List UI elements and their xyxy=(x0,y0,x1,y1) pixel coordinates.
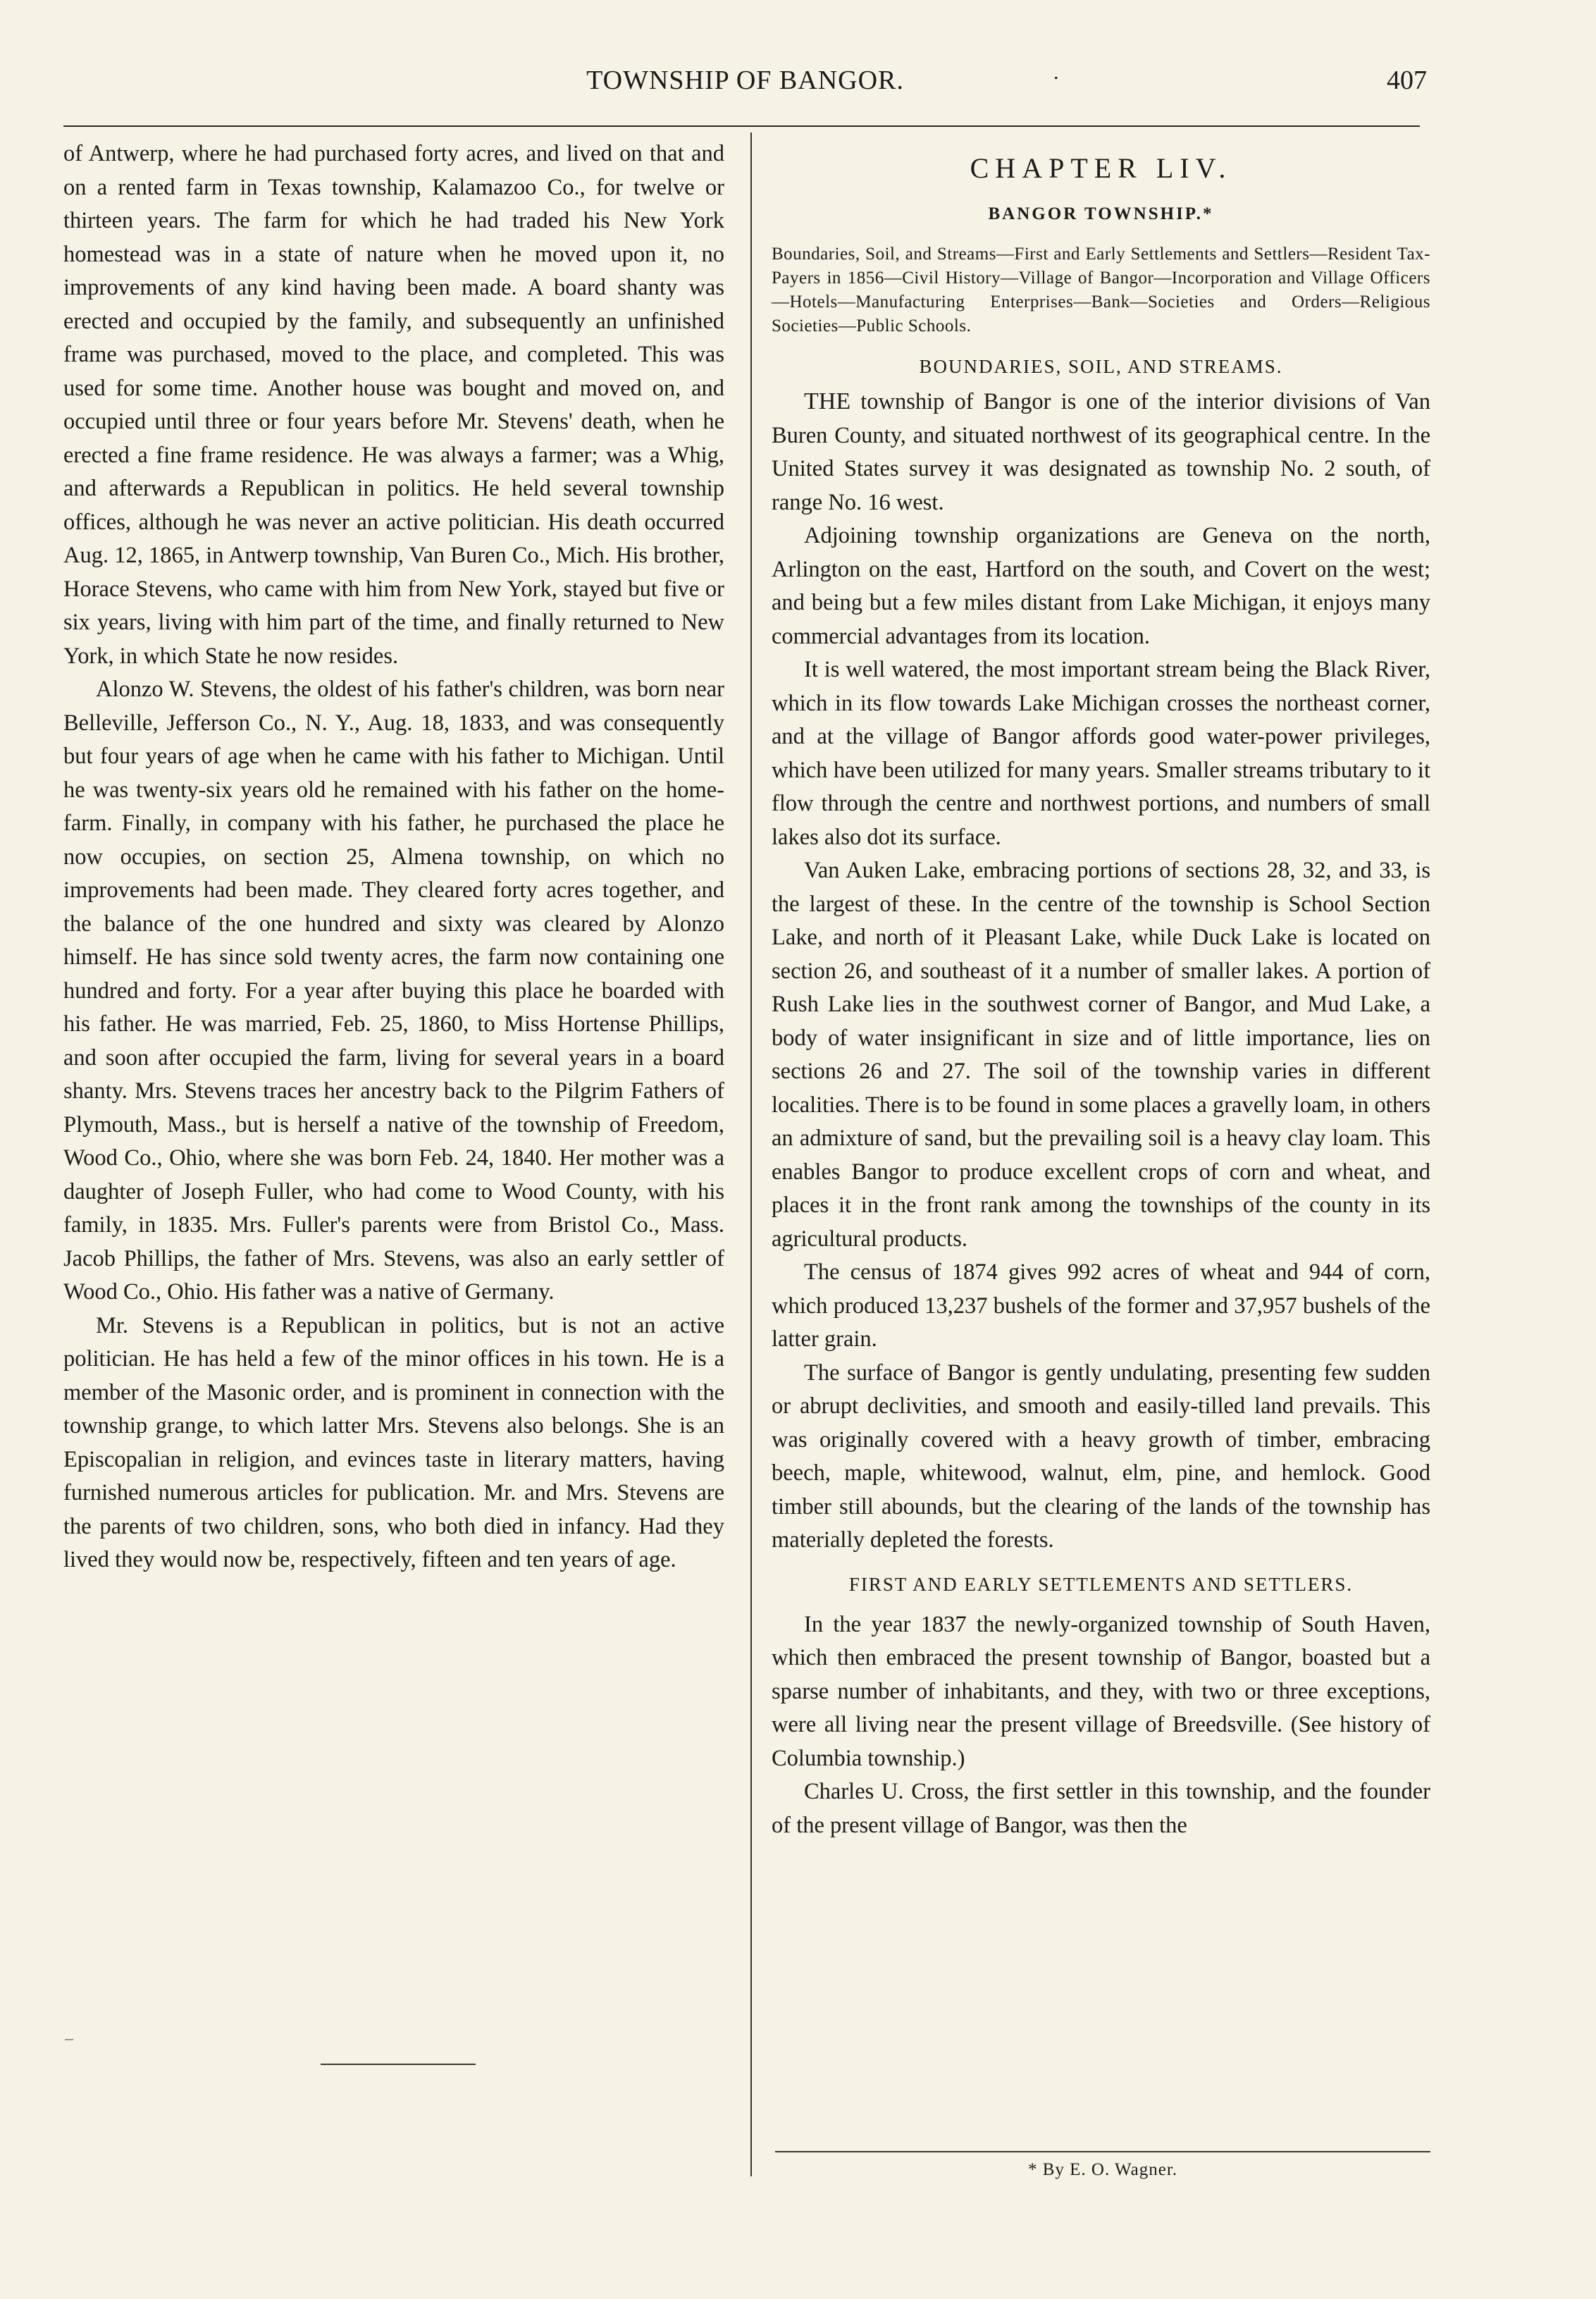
right-paragraph-7: In the year 1837 the newly-organized township of South Haven, which then embraced the present township of Bangor, boasted but a sparse number of inhabitants, and they, with two or three exceptions, were all living near the present village of Breedsville. (See history of Columbia township.) xyxy=(772,1611,1430,1771)
right-column xyxy=(772,151,1430,1842)
right-paragraph-3: It is well watered, the most important stream being the Black River, which in its flow towards Lake Michigan crosses the northeast corner, and at the village of Bangor affords good water-power privileges, which have been utilized for many years. Smaller streams tributary to it flow through the centre and northwest portions, and numbers of small lakes also dot its surface. xyxy=(772,657,1430,850)
left-paragraph-2: Alonzo W. Stevens, the oldest of his father's children, was born near Belleville, Jefferson Co., N. Y., Aug. 18, 1833, and was consequently but four years of age when he came with his father to Michigan. Until he was twenty-six years old he remained with his father on the home-farm. Finally, in company with his father, he purchased the place he now occupies, on section 25, Almena township, on which no improvements had been made. They cleared forty acres together, and the balance of the one hundred and sixty was cleared by Alonzo himself. He has since sold twenty acres, the farm now containing one hundred and forty. For a year after buying this place he boarded with his father. He was married, Feb. 25, 1860, to Miss Hortense Phillips, and soon after occupied the farm, living for several years in a board shanty. Mrs. Stevens traces her ancestry back to the Pilgrim Fathers of Plymouth, Mass., but is herself a native of the township of Freedom, Wood Co., Ohio, where she was born Feb. 24, 1840. Her mother was a daughter of Joseph Fuller, who had come to Wood County, with his family, in 1835. Mrs. Fuller's parents were from Bristol Co., Mass. Jacob Phillips, the father of Mrs. Stevens, was also an early settler of Wood Co., Ohio. His father was a native of Germany. xyxy=(63,677,724,1305)
right-paragraph-1 xyxy=(772,385,1430,519)
chapter-title: CHAPTER LIV. xyxy=(970,152,1232,184)
end-rule xyxy=(321,2064,476,2065)
section-heading-settlements: FIRST AND EARLY SETTLEMENTS AND SETTLERS. xyxy=(848,1573,1354,1595)
left-paragraph-3: Mr. Stevens is a Republican in politics, but is not an active politician. He has held a few of the minor offices in his town. He is a member of the Masonic order, and is prominent in connection with the township grange, to which latter Mrs. Stevens also belongs. She is an Episcopalian in religion, and evinces taste in literary matters, having furnished numerous articles for publication. Mr. and Mrs. Stevens are the parents of two children, sons, who both died in infancy. Had they lived they would now be, respectively, fifteen and ten years of age. xyxy=(63,1312,724,1572)
right-paragraph-8: Charles U. Cross, the first settler in this township, and the founder of the present village of Bangor, was then the xyxy=(772,1779,1430,1838)
right-paragraph-5: The census of 1874 gives 992 acres of wheat and 944 of corn, which produced 13,237 bushels of the former and 37,957 bushels of the latter grain. xyxy=(772,1259,1430,1352)
right-paragraph-2: Adjoining township organizations are Geneva on the north, Arlington on the east, Hartford on the south, and Covert on the west; and being but a few miles distant from Lake Michigan, it enjoys many commercial advantages from its location. xyxy=(772,523,1430,649)
right-paragraph-6: The surface of Bangor is gently undulating, presenting few sudden or abrupt declivities, and smooth and easily-tilled land prevails. This was originally covered with a heavy growth of timber, embracing beech, maple, whitewood, walnut, elm, pine, and hemlock. Good timber still abounds, but the clearing of the lands of the township has materially depleted the forests. xyxy=(772,1360,1430,1553)
opening-word: THE xyxy=(804,388,851,414)
page-number: 407 xyxy=(1387,66,1427,95)
chapter-synopsis: Boundaries, Soil, and Streams—First and Early Settlements and Settlers—Resident Tax-Payers in 1856—Civil History—Village of Bangor—Incorporation and Village Officers—Hotels—Manufacturing Enterprises—Bank—Societies and Orders—Religious Societies—Public Schools. xyxy=(772,245,1430,335)
left-column xyxy=(63,137,724,1577)
running-head: TOWNSHIP OF BANGOR. xyxy=(586,66,904,95)
chapter-subtitle: BANGOR TOWNSHIP.* xyxy=(988,204,1214,223)
footnote: * By E. O. Wagner. xyxy=(1027,2160,1178,2179)
left-paragraph-1: of Antwerp, where he had purchased forty acres, and lived on that and on a rented farm in Texas township, Kalamazoo Co., for twelve or thirteen years. The farm for which he had traded his New York homestead was in a state of nature when he moved upon it, no improvements of any kind having been made. A board shanty was erected and occupied by the family, and subsequently an unfinished frame was purchased, moved to the place, and completed. This was used for some time. Another house was bought and moved on, and occupied until three or four years before Mr. Stevens' death, when he erected a fine frame residence. He was always a farmer; was a Whig, and afterwards a Republican in politics. He held several township offices, although he was never an active politician. His death occurred Aug. 12, 1865, in Antwerp township, Van Buren Co., Mich. His brother, Horace Stevens, who came with him from New York, stayed but five or six years, living with him part of the time, and finally returned to New York, in which State he now resides. xyxy=(63,141,724,669)
footnote-rule xyxy=(775,2151,1430,2152)
header-rule xyxy=(63,125,1420,127)
page-header xyxy=(63,61,1427,107)
section-heading-boundaries: BOUNDARIES, SOIL, AND STREAMS. xyxy=(919,356,1283,377)
right-paragraph-4: Van Auken Lake, embracing portions of sections 28, 32, and 33, is the largest of these. In the centre of the township is School Section Lake, and north of it Pleasant Lake, while Duck Lake is located on section 26, and southeast of it a number of smaller lakes. A portion of Rush Lake lies in the southwest corner of Bangor, and Mud Lake, a body of water insignificant in size and of little importance, lies on sections 26 and 27. The soil of the township varies in different localities. There is to be found in some places a gravelly loam, in others an admixture of sand, but the prevailing soil is a heavy clay loam. This enables Bangor to produce excellent crops of corn and wheat, and places it in the front rank among the townships of the county in its agricultural products. xyxy=(772,858,1430,1252)
column-divider xyxy=(750,132,752,2176)
header-dot: . xyxy=(1053,61,1059,84)
right-paragraph-1-text: township of Bangor is one of the interior divisions of Van Buren County, and situated northwest of its geographical centre. In the United States survey it was designated as township No. 2 south, of range No. 16 west. xyxy=(772,389,1430,515)
margin-mark xyxy=(65,2039,73,2040)
